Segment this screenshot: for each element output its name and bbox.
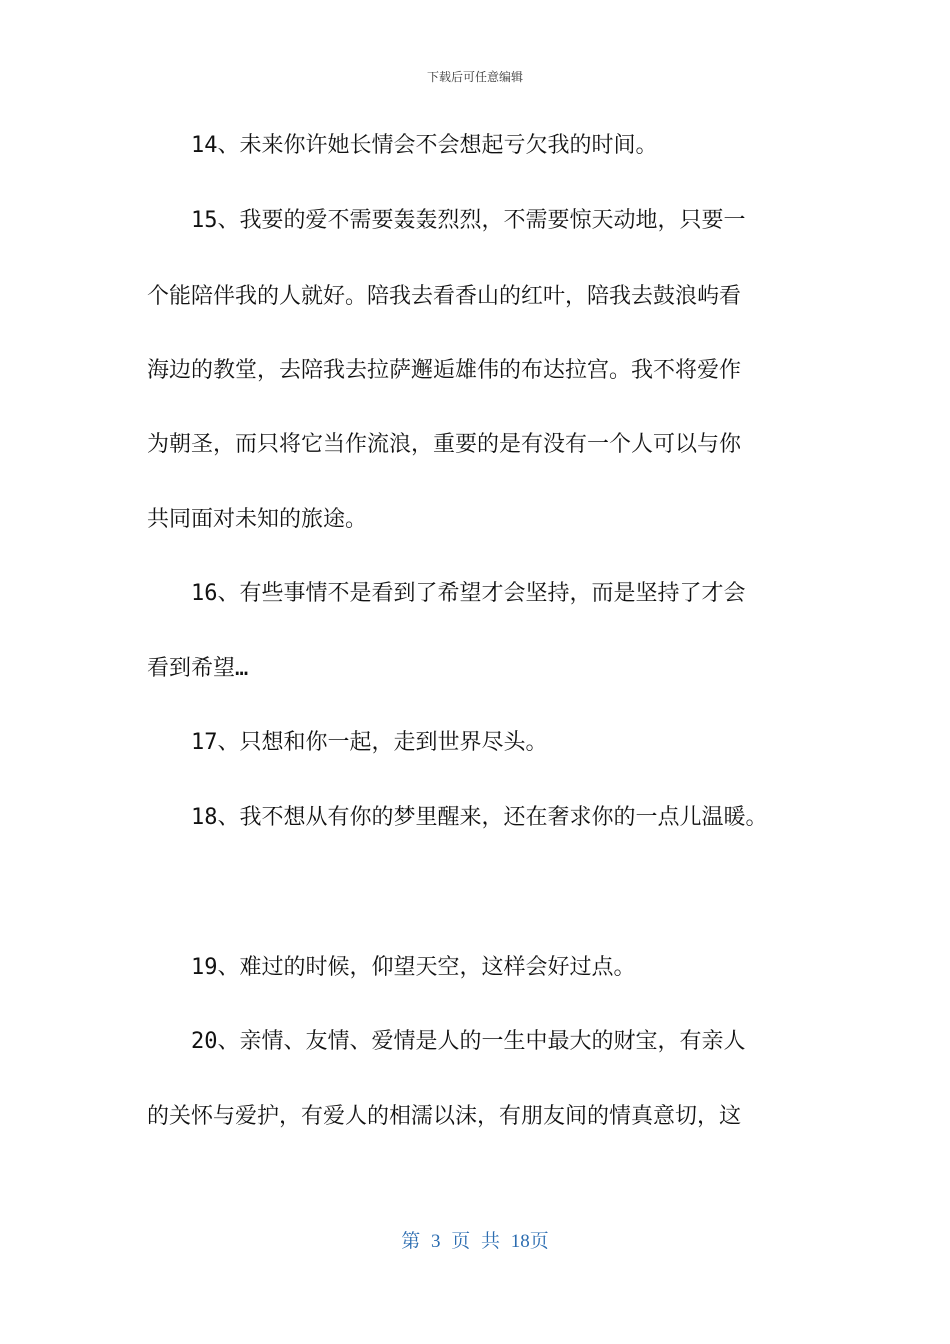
paragraph-line: 共同面对未知的旅途。 — [147, 507, 368, 532]
paragraph-line: 14、未来你许她长情会不会想起亏欠我的时间。 — [191, 133, 658, 158]
paragraph-line: 20、亲情、友情、爱情是人的一生中最大的财宝，有亲人 — [191, 1029, 746, 1054]
paragraph-line: 15、我要的爱不需要轰轰烈烈，不需要惊天动地，只要一 — [191, 208, 746, 233]
paragraph-line: 17、只想和你一起，走到世界尽头。 — [191, 730, 548, 755]
page-footer: 第 3 页 共 18页 — [401, 1231, 549, 1252]
paragraph-line: 看到希望… — [147, 656, 249, 681]
paragraph-line: 18、我不想从有你的梦里醒来，还在奢求你的一点儿温暖。 — [191, 805, 768, 830]
paragraph-line: 海边的教堂，去陪我去拉萨邂逅雄伟的布达拉宫。我不将爱作 — [147, 358, 742, 383]
paragraph-line: 16、有些事情不是看到了希望才会坚持，而是坚持了才会 — [191, 581, 746, 606]
paragraph-line: 为朝圣，而只将它当作流浪，重要的是有没有一个人可以与你 — [147, 432, 742, 457]
paragraph-line: 19、难过的时候，仰望天空，这样会好过点。 — [191, 955, 636, 980]
paragraph-line: 的关怀与爱护，有爱人的相濡以沫，有朋友间的情真意切，这 — [147, 1104, 742, 1129]
paragraph-line: 个能陪伴我的人就好。陪我去看香山的红叶，陪我去鼓浪屿看 — [147, 284, 742, 309]
page-header: 下载后可任意编辑 — [426, 70, 523, 84]
